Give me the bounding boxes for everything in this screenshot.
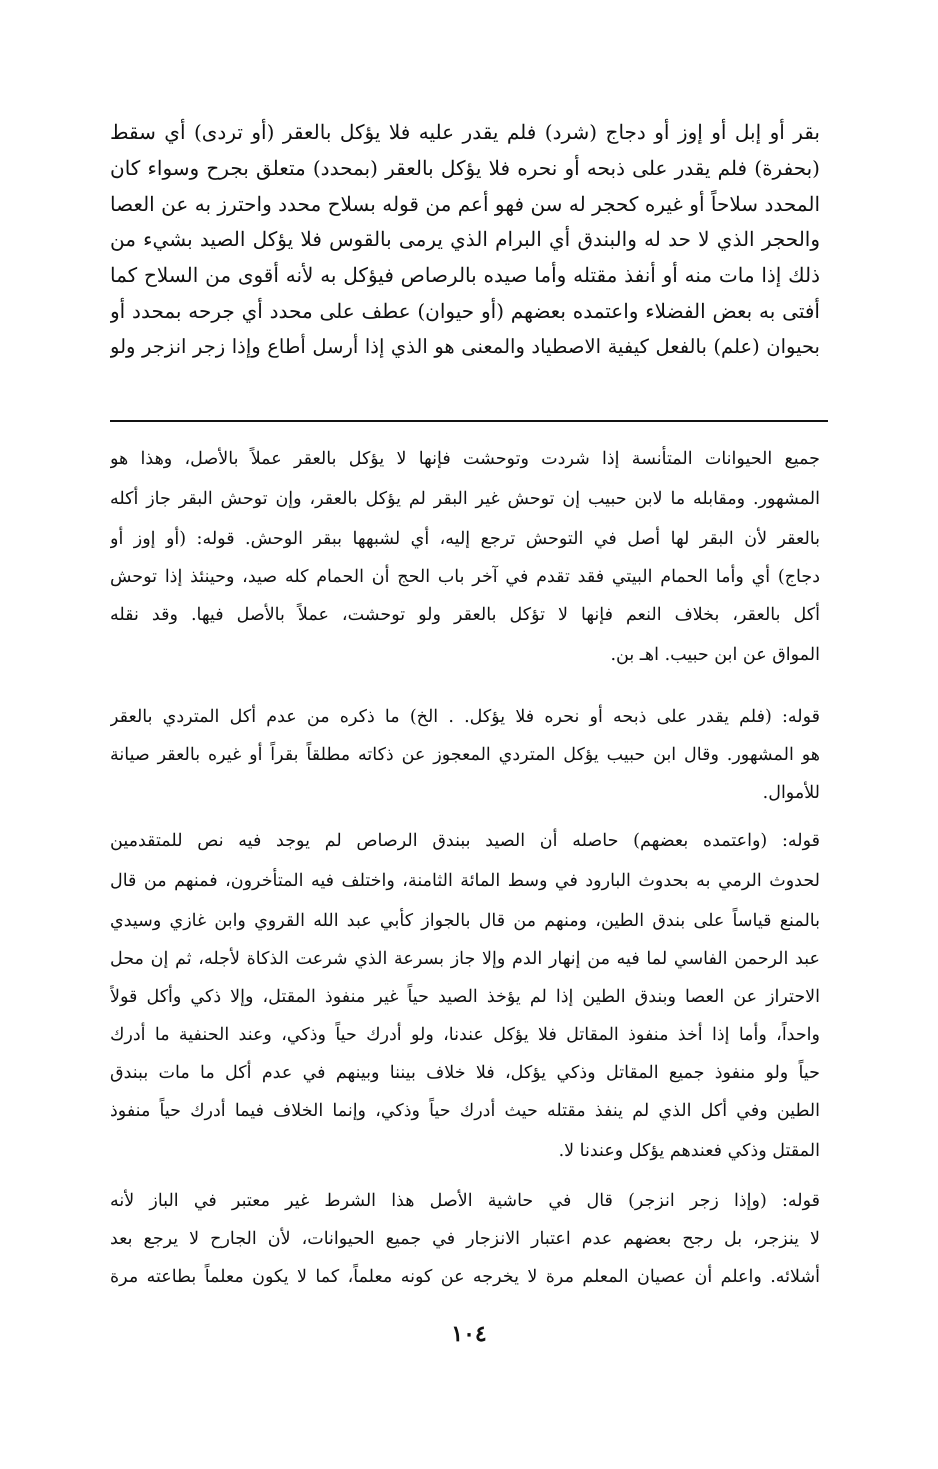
- footnote-line: بالعقر لأن البقر لها أصل في التوحش ترجع إليه، أي لشبهها ببقر الوحش. قوله: (أو إوز أو: [110, 529, 820, 549]
- footnote-line: بالمنع قياساً على بندق الطين، ومنهم من قال بالجواز كأبي عبد الله القروي وابن غازي وسيدي: [110, 911, 820, 931]
- footnote-line: المقتل وذكي فعندهم يؤكل وعندنا لا.: [558, 1141, 820, 1161]
- footnote-line: الاحتراز عن العصا وبندق الطين إذا لم يؤخذ الصيد حياً غير منفوذ المقتل، وإلا ذكي وأكل قولاً: [110, 987, 820, 1007]
- footnote-line: المواق عن ابن حبيب. اهـ بن.: [610, 645, 820, 665]
- main-line: والحجر الذي لا حد له والبندق أي البرام الذي يرمى بالقوس فلا يؤكل الصيد بشيء من: [110, 227, 820, 251]
- main-line: بقر أو إبل أو إوز أو دجاج (شرد) فلم يقدر عليه فلا يؤكل بالعقر (أو تردى) أي سقط: [110, 120, 820, 144]
- footnote-line: قوله: (وإذا زجر انزجر) قال في حاشية الأصل هذا الشرط غير معتبر في الباز لأنه: [110, 1191, 820, 1211]
- footnote-line: أكل بالعقر، بخلاف النعم فإنها لا تؤكل بالعقر ولو توحشت، عملاً بالأصل فيها. وقد نقله: [110, 605, 820, 625]
- footnote-line: قوله: (فلم يقدر على ذبحه أو نحره فلا يؤكل. . الخ) ما ذكره من عدم أكل المتردي بالعقر: [110, 707, 820, 727]
- main-line: المحدد سلاحاً أو غيره كحجر له سن فهو أعم من قوله بسلاح محدد واحترز به عن العصا: [110, 192, 820, 216]
- main-line: بحيوان (علم) بالفعل كيفية الاصطياد والمعنى هو الذي إذا أرسل أطاع وإذا زجر انزجر ولو: [110, 335, 820, 358]
- footnote-line: جميع الحيوانات المتأنسة إذا شردت وتوحشت فإنها لا يؤكل بالعقر عملاً بالأصل، وهذا هو: [110, 449, 820, 469]
- footnote-line: قوله: (واعتمده بعضهم) حاصله أن الصيد ببندق الرصاص لم يوجد فيه نص للمتقدمين: [110, 831, 820, 851]
- footnote-line: عبد الرحمن الفاسي لما فيه من إنهار الدم وإلا جاز بسرعة الذي شرعت الذكاة لأجله، ثم إن محل: [110, 949, 820, 969]
- page-number: ١٠٤: [451, 1321, 487, 1347]
- footnote-line: للأموال.: [762, 783, 820, 803]
- footnote-line: أشلائه. واعلم أن عصيان المعلم مرة لا يخرجه عن كونه معلماً، كما لا يكون معلماً بطاعته مرة: [110, 1267, 820, 1287]
- main-line: أفتى به بعض الفضلاء واعتمده بعضهم (أو حيوان) عطف على محدد أي جرحه بمحدد أو: [110, 299, 820, 323]
- footnote-separator: [110, 420, 828, 422]
- main-line: ذلك إذا مات منه أو أنفذ مقتله وأما صيده بالرصاص فيؤكل به لأنه أقوى من السلاح كما: [110, 263, 820, 287]
- main-line: (بحفرة) فلم يقدر على ذبحه أو نحره فلا يؤكل بالعقر (بمحدد) متعلق بجرح وسواء كان: [110, 156, 820, 180]
- footnote-line: الطين وفي أكل الذي لم ينفذ مقتله حيث أدرك حياً وذكي، وإنما الخلاف فيما أدرك حياً منفوذ: [110, 1101, 820, 1121]
- footnote-line: واحداً، وأما إذا أخذ منفوذ المقاتل فلا يؤكل عندنا، ولو أدرك حياً وذكي، وعند الحنفية ما أدرك: [110, 1025, 820, 1045]
- footnote-line: حياً ولو منفوذ جميع المقاتل وذكي يؤكل، فلا خلاف بيننا وبينهم في عدم أكل ما مات ببندق: [110, 1063, 820, 1083]
- footnote-line: المشهور. ومقابله ما لابن حبيب إن توحش غير البقر لم يؤكل بالعقر، وإن توحش البقر جاز أكله: [110, 489, 820, 509]
- footnote-line: لحدوث الرمي به بحدوث البارود في وسط المائة الثامنة، واختلف فيه المتأخرون، فمنهم من قال: [110, 871, 820, 891]
- footnote-line: لا ينزجر، بل رجح بعضهم عدم اعتبار الانزجار في جميع الحيوانات، لأن الجارح لا يرجع بعد: [110, 1229, 820, 1249]
- footnote-line: دجاج) أي وأما الحمام البيتي فقد تقدم في آخر باب الحج أن الحمام كله صيد، وحينئذ إذا توحش: [110, 567, 820, 587]
- footnote-line: هو المشهور. وقال ابن حبيب يؤكل المتردي المعجوز عن ذكاته مطلقاً بقراً أو غيره بالعقر صيانة: [110, 745, 820, 765]
